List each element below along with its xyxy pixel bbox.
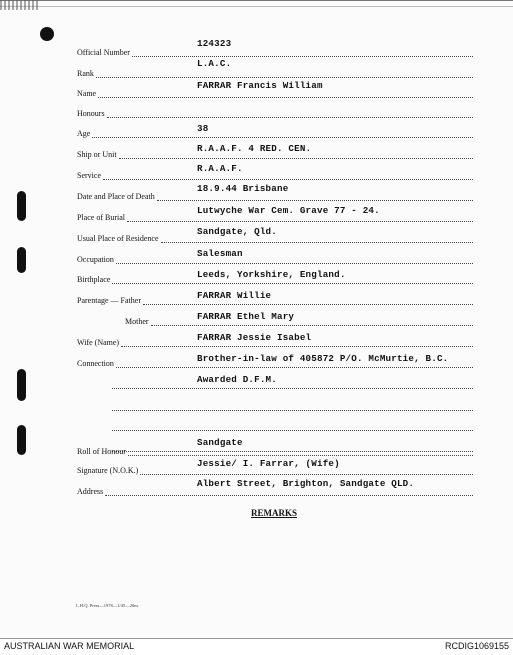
footer-reference: RCDIG1069155	[444, 641, 509, 651]
field-value: FARRAR Willie	[197, 290, 272, 301]
field-label: Place of Burial	[77, 213, 125, 222]
field-value: Sandgate, Qld.	[197, 226, 277, 237]
field-label: Ship or Unit	[77, 150, 117, 159]
field-value: FARRAR Jessie Isabel	[197, 332, 312, 343]
field-value: 18.9.44 Brisbane	[197, 183, 289, 194]
field-value: Salesman	[197, 248, 243, 259]
field-underline	[132, 56, 473, 57]
field-label: Official Number	[77, 48, 130, 57]
field-value: Jessie/ I. Farrar, (Wife)	[197, 458, 340, 469]
field-underline	[151, 325, 473, 326]
continuation-line	[112, 388, 473, 389]
field-label: Address	[77, 487, 104, 496]
binder-hole-1	[17, 191, 26, 221]
field-value: 38	[197, 123, 209, 134]
field-underline	[161, 242, 473, 243]
field-underline	[157, 200, 473, 201]
scan-edge-line	[0, 6, 513, 7]
scan-edge-top	[0, 0, 513, 1]
field-value: R.A.A.F. 4 RED. CEN.	[197, 143, 312, 154]
field-label: Parentage — Father	[77, 296, 141, 305]
field-value: FARRAR Francis William	[197, 80, 323, 91]
field-underline	[116, 263, 473, 264]
field-label: Birthplace	[77, 275, 111, 284]
continuation-text: Awarded D.F.M.	[197, 374, 277, 385]
field-label: Occupation	[77, 255, 114, 264]
field-underline	[128, 455, 473, 456]
field-underline	[127, 221, 473, 222]
field-value: Albert Street, Brighton, Sandgate QLD.	[197, 478, 415, 489]
field-underline	[103, 179, 473, 180]
field-label: Age	[77, 129, 91, 138]
field-value: 124323	[197, 38, 232, 49]
field-label: Usual Place of Residence	[77, 234, 159, 243]
field-label: Signature (N.O.K.)	[77, 466, 139, 475]
field-underline	[121, 346, 473, 347]
field-underline	[92, 137, 473, 138]
field-value: L.A.C.	[197, 58, 232, 69]
field-value: Leeds, Yorkshire, England.	[197, 269, 346, 280]
field-value: FARRAR Ethel Mary	[197, 311, 295, 322]
field-underline	[143, 304, 473, 305]
field-label: Date and Place of Death	[77, 192, 155, 201]
continuation-line	[112, 410, 473, 411]
scan-corner-mark	[0, 0, 40, 10]
field-label: Connection	[77, 359, 114, 368]
binder-hole-3	[17, 369, 26, 401]
field-value: Sandgate	[197, 437, 243, 448]
field-underline	[105, 495, 473, 496]
field-label: Rank	[77, 69, 94, 78]
field-label: Mother	[125, 317, 149, 326]
field-value: Brother-in-law of 405872 P/O. McMurtie, B.C.	[197, 353, 449, 364]
continuation-line	[112, 430, 473, 431]
field-underline	[112, 283, 473, 284]
field-label: Name	[77, 89, 97, 98]
continuation-line	[112, 451, 473, 452]
punch-hole-top	[40, 27, 54, 41]
field-value: Lutwyche War Cem. Grave 77 - 24.	[197, 205, 380, 216]
field-underline	[107, 117, 473, 118]
field-underline	[98, 97, 473, 98]
binder-hole-2	[17, 247, 26, 273]
field-underline	[119, 158, 473, 159]
footer-source: AUSTRALIAN WAR MEMORIAL	[4, 641, 135, 651]
field-underline	[116, 367, 473, 368]
field-label: Roll of Honour	[77, 447, 126, 456]
field-label: Wife (Name)	[77, 338, 120, 347]
printer-note: L.H.Q. Press—1978—1/45—20m.	[76, 603, 139, 608]
remarks-heading: REMARKS	[251, 508, 298, 518]
field-underline	[96, 77, 473, 78]
field-value: R.A.A.F.	[197, 163, 243, 174]
field-label: Service	[77, 171, 101, 180]
field-underline	[140, 474, 473, 475]
binder-hole-4	[17, 425, 26, 455]
field-label: Honours	[77, 109, 105, 118]
